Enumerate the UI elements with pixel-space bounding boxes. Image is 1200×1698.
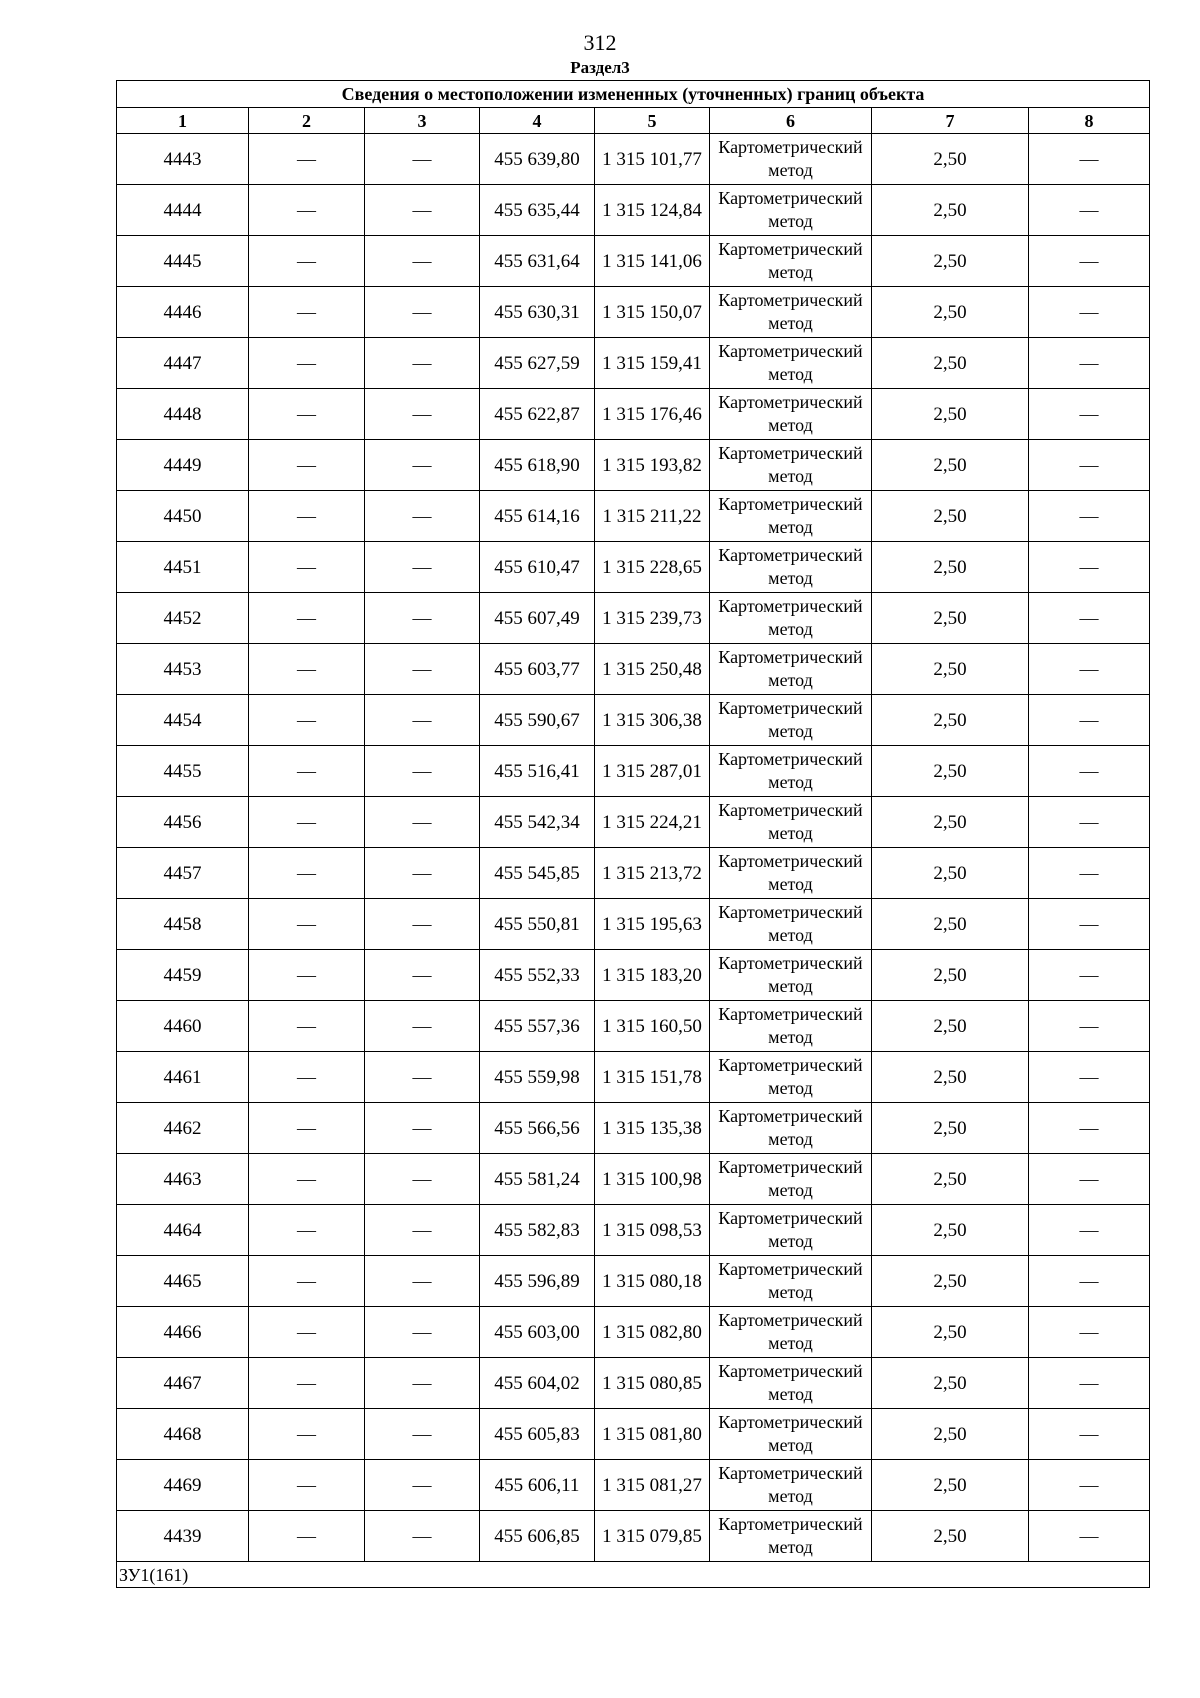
cell-col-8: — (1029, 1103, 1150, 1154)
method: Картометрический метод (710, 287, 872, 338)
cell-col-3: — (365, 899, 480, 950)
point-number: 4445 (117, 236, 249, 287)
cell-col-2: — (249, 1154, 365, 1205)
accuracy: 2,50 (872, 185, 1029, 236)
point-number: 4459 (117, 950, 249, 1001)
accuracy: 2,50 (872, 1205, 1029, 1256)
table-row (117, 185, 1150, 236)
coord-y: 1 315 124,84 (595, 185, 710, 236)
coord-x: 455 542,34 (480, 797, 595, 848)
accuracy: 2,50 (872, 593, 1029, 644)
cell-col-2: — (249, 287, 365, 338)
cell-col-8: — (1029, 1052, 1150, 1103)
coord-x: 455 590,67 (480, 695, 595, 746)
cell-col-2: — (249, 1409, 365, 1460)
cell-col-3: — (365, 185, 480, 236)
method: Картометрический метод (710, 389, 872, 440)
table-row (117, 1052, 1150, 1103)
coord-x: 455 552,33 (480, 950, 595, 1001)
cell-col-2: — (249, 746, 365, 797)
coord-y: 1 315 213,72 (595, 848, 710, 899)
accuracy: 2,50 (872, 1460, 1029, 1511)
column-header: 5 (595, 108, 710, 134)
point-number: 4467 (117, 1358, 249, 1409)
accuracy: 2,50 (872, 644, 1029, 695)
table-row (117, 1511, 1150, 1562)
accuracy: 2,50 (872, 950, 1029, 1001)
point-number: 4448 (117, 389, 249, 440)
coord-x: 455 607,49 (480, 593, 595, 644)
method: Картометрический метод (710, 1154, 872, 1205)
cell-col-3: — (365, 389, 480, 440)
parcel-label: ЗУ1(161) (117, 1562, 1150, 1588)
table-title: Сведения о местоположении измененных (уточненных) границ объекта (117, 81, 1150, 108)
coord-x: 455 639,80 (480, 134, 595, 185)
coord-y: 1 315 082,80 (595, 1307, 710, 1358)
cell-col-3: — (365, 848, 480, 899)
cell-col-8: — (1029, 899, 1150, 950)
table-row (117, 491, 1150, 542)
cell-col-3: — (365, 1409, 480, 1460)
table-row (117, 236, 1150, 287)
table-row (117, 797, 1150, 848)
accuracy: 2,50 (872, 134, 1029, 185)
point-number: 4444 (117, 185, 249, 236)
coord-y: 1 315 250,48 (595, 644, 710, 695)
point-number: 4447 (117, 338, 249, 389)
coord-y: 1 315 211,22 (595, 491, 710, 542)
accuracy: 2,50 (872, 797, 1029, 848)
accuracy: 2,50 (872, 1103, 1029, 1154)
table-row (117, 389, 1150, 440)
method: Картометрический метод (710, 848, 872, 899)
method: Картометрический метод (710, 1511, 872, 1562)
accuracy: 2,50 (872, 1154, 1029, 1205)
accuracy: 2,50 (872, 899, 1029, 950)
cell-col-8: — (1029, 542, 1150, 593)
method: Картометрический метод (710, 746, 872, 797)
cell-col-2: — (249, 134, 365, 185)
table-row (117, 134, 1150, 185)
point-number: 4449 (117, 440, 249, 491)
coord-x: 455 550,81 (480, 899, 595, 950)
cell-col-3: — (365, 236, 480, 287)
accuracy: 2,50 (872, 491, 1029, 542)
accuracy: 2,50 (872, 848, 1029, 899)
column-header: 4 (480, 108, 595, 134)
accuracy: 2,50 (872, 1511, 1029, 1562)
coord-x: 455 582,83 (480, 1205, 595, 1256)
cell-col-2: — (249, 593, 365, 644)
cell-col-2: — (249, 797, 365, 848)
cell-col-8: — (1029, 389, 1150, 440)
table-row (117, 338, 1150, 389)
table-row (117, 848, 1150, 899)
method: Картометрический метод (710, 1001, 872, 1052)
coord-y: 1 315 135,38 (595, 1103, 710, 1154)
cell-col-8: — (1029, 185, 1150, 236)
coord-x: 455 545,85 (480, 848, 595, 899)
coord-x: 455 635,44 (480, 185, 595, 236)
cell-col-3: — (365, 593, 480, 644)
cell-col-2: — (249, 236, 365, 287)
method: Картометрический метод (710, 644, 872, 695)
cell-col-3: — (365, 440, 480, 491)
point-number: 4462 (117, 1103, 249, 1154)
cell-col-8: — (1029, 1205, 1150, 1256)
cell-col-3: — (365, 695, 480, 746)
point-number: 4439 (117, 1511, 249, 1562)
coord-y: 1 315 080,18 (595, 1256, 710, 1307)
table-row (117, 1154, 1150, 1205)
coord-y: 1 315 224,21 (595, 797, 710, 848)
accuracy: 2,50 (872, 746, 1029, 797)
table-row (117, 695, 1150, 746)
accuracy: 2,50 (872, 389, 1029, 440)
column-header: 2 (249, 108, 365, 134)
cell-col-3: — (365, 746, 480, 797)
method: Картометрический метод (710, 1460, 872, 1511)
method: Картометрический метод (710, 185, 872, 236)
cell-col-2: — (249, 389, 365, 440)
cell-col-2: — (249, 1460, 365, 1511)
coord-x: 455 596,89 (480, 1256, 595, 1307)
coord-y: 1 315 239,73 (595, 593, 710, 644)
point-number: 4463 (117, 1154, 249, 1205)
cell-col-3: — (365, 338, 480, 389)
cell-col-3: — (365, 134, 480, 185)
cell-col-3: — (365, 287, 480, 338)
cell-col-3: — (365, 491, 480, 542)
coord-y: 1 315 287,01 (595, 746, 710, 797)
cell-col-8: — (1029, 1001, 1150, 1052)
cell-col-3: — (365, 1460, 480, 1511)
cell-col-8: — (1029, 695, 1150, 746)
section-title: Раздел3 (570, 58, 630, 77)
method: Картометрический метод (710, 542, 872, 593)
cell-col-8: — (1029, 1409, 1150, 1460)
cell-col-8: — (1029, 950, 1150, 1001)
table-footer-row (117, 1562, 1150, 1588)
cell-col-8: — (1029, 644, 1150, 695)
coord-y: 1 315 081,80 (595, 1409, 710, 1460)
cell-col-2: — (249, 185, 365, 236)
cell-col-3: — (365, 1205, 480, 1256)
table-row (117, 440, 1150, 491)
accuracy: 2,50 (872, 287, 1029, 338)
accuracy: 2,50 (872, 1052, 1029, 1103)
column-header: 8 (1029, 108, 1150, 134)
accuracy: 2,50 (872, 1001, 1029, 1052)
cell-col-2: — (249, 1511, 365, 1562)
point-number: 4466 (117, 1307, 249, 1358)
table-row (117, 899, 1150, 950)
cell-col-8: — (1029, 1358, 1150, 1409)
method: Картометрический метод (710, 950, 872, 1001)
table-row (117, 1103, 1150, 1154)
coord-x: 455 605,83 (480, 1409, 595, 1460)
point-number: 4456 (117, 797, 249, 848)
point-number: 4451 (117, 542, 249, 593)
accuracy: 2,50 (872, 695, 1029, 746)
accuracy: 2,50 (872, 1307, 1029, 1358)
coord-y: 1 315 101,77 (595, 134, 710, 185)
cell-col-8: — (1029, 440, 1150, 491)
coord-y: 1 315 195,63 (595, 899, 710, 950)
method: Картометрический метод (710, 134, 872, 185)
coord-x: 455 630,31 (480, 287, 595, 338)
coord-y: 1 315 160,50 (595, 1001, 710, 1052)
coord-x: 455 603,77 (480, 644, 595, 695)
method: Картометрический метод (710, 1103, 872, 1154)
coord-x: 455 622,87 (480, 389, 595, 440)
cell-col-3: — (365, 1052, 480, 1103)
cell-col-2: — (249, 338, 365, 389)
coord-y: 1 315 150,07 (595, 287, 710, 338)
cell-col-8: — (1029, 236, 1150, 287)
point-number: 4458 (117, 899, 249, 950)
table-row (117, 1001, 1150, 1052)
coord-x: 455 581,24 (480, 1154, 595, 1205)
table-row (117, 644, 1150, 695)
cell-col-8: — (1029, 1511, 1150, 1562)
method: Картометрический метод (710, 491, 872, 542)
cell-col-2: — (249, 1358, 365, 1409)
cell-col-2: — (249, 1001, 365, 1052)
table-row (117, 1358, 1150, 1409)
cell-col-8: — (1029, 1307, 1150, 1358)
method: Картометрический метод (710, 797, 872, 848)
coord-y: 1 315 081,27 (595, 1460, 710, 1511)
coord-y: 1 315 141,06 (595, 236, 710, 287)
table-row (117, 950, 1150, 1001)
coord-x: 455 614,16 (480, 491, 595, 542)
column-header: 3 (365, 108, 480, 134)
cell-col-3: — (365, 1154, 480, 1205)
method: Картометрический метод (710, 1358, 872, 1409)
method: Картометрический метод (710, 1052, 872, 1103)
method: Картометрический метод (710, 1307, 872, 1358)
point-number: 4446 (117, 287, 249, 338)
cell-col-8: — (1029, 848, 1150, 899)
coord-x: 455 631,64 (480, 236, 595, 287)
coord-x: 455 557,36 (480, 1001, 595, 1052)
coord-y: 1 315 080,85 (595, 1358, 710, 1409)
cell-col-2: — (249, 440, 365, 491)
coord-x: 455 604,02 (480, 1358, 595, 1409)
accuracy: 2,50 (872, 440, 1029, 491)
point-number: 4460 (117, 1001, 249, 1052)
cell-col-2: — (249, 1256, 365, 1307)
coord-y: 1 315 098,53 (595, 1205, 710, 1256)
method: Картометрический метод (710, 1256, 872, 1307)
cell-col-8: — (1029, 338, 1150, 389)
table-row (117, 593, 1150, 644)
table-row (117, 1256, 1150, 1307)
cell-col-8: — (1029, 287, 1150, 338)
point-number: 4452 (117, 593, 249, 644)
coord-x: 455 627,59 (480, 338, 595, 389)
accuracy: 2,50 (872, 338, 1029, 389)
cell-col-2: — (249, 1205, 365, 1256)
table-row (117, 1307, 1150, 1358)
coord-x: 455 610,47 (480, 542, 595, 593)
table-row (117, 746, 1150, 797)
table-row (117, 1205, 1150, 1256)
method: Картометрический метод (710, 440, 872, 491)
coord-y: 1 315 079,85 (595, 1511, 710, 1562)
method: Картометрический метод (710, 1409, 872, 1460)
coord-x: 455 559,98 (480, 1052, 595, 1103)
coord-y: 1 315 193,82 (595, 440, 710, 491)
cell-col-3: — (365, 950, 480, 1001)
cell-col-2: — (249, 899, 365, 950)
table-row (117, 542, 1150, 593)
cell-col-8: — (1029, 797, 1150, 848)
point-number: 4450 (117, 491, 249, 542)
cell-col-8: — (1029, 491, 1150, 542)
point-number: 4468 (117, 1409, 249, 1460)
point-number: 4453 (117, 644, 249, 695)
method: Картометрический метод (710, 1205, 872, 1256)
method: Картометрический метод (710, 695, 872, 746)
table-title-row (117, 81, 1150, 108)
column-header: 1 (117, 108, 249, 134)
cell-col-2: — (249, 542, 365, 593)
cell-col-8: — (1029, 1256, 1150, 1307)
coord-y: 1 315 151,78 (595, 1052, 710, 1103)
point-number: 4443 (117, 134, 249, 185)
accuracy: 2,50 (872, 542, 1029, 593)
point-number: 4465 (117, 1256, 249, 1307)
cell-col-2: — (249, 950, 365, 1001)
cell-col-3: — (365, 1511, 480, 1562)
coord-x: 455 516,41 (480, 746, 595, 797)
point-number: 4457 (117, 848, 249, 899)
cell-col-3: — (365, 1256, 480, 1307)
method: Картометрический метод (710, 593, 872, 644)
coord-y: 1 315 306,38 (595, 695, 710, 746)
cell-col-2: — (249, 1052, 365, 1103)
table-row (117, 1460, 1150, 1511)
cell-col-3: — (365, 1001, 480, 1052)
accuracy: 2,50 (872, 1256, 1029, 1307)
cell-col-3: — (365, 542, 480, 593)
cell-col-8: — (1029, 746, 1150, 797)
cell-col-8: — (1029, 1154, 1150, 1205)
coord-x: 455 606,11 (480, 1460, 595, 1511)
coord-x: 455 606,85 (480, 1511, 595, 1562)
column-header: 7 (872, 108, 1029, 134)
method: Картометрический метод (710, 236, 872, 287)
cell-col-8: — (1029, 134, 1150, 185)
coord-y: 1 315 183,20 (595, 950, 710, 1001)
cell-col-2: — (249, 1103, 365, 1154)
cell-col-3: — (365, 797, 480, 848)
cell-col-3: — (365, 644, 480, 695)
point-number: 4461 (117, 1052, 249, 1103)
coord-y: 1 315 159,41 (595, 338, 710, 389)
point-number: 4454 (117, 695, 249, 746)
coord-y: 1 315 176,46 (595, 389, 710, 440)
accuracy: 2,50 (872, 1358, 1029, 1409)
cell-col-8: — (1029, 1460, 1150, 1511)
cell-col-3: — (365, 1358, 480, 1409)
cell-col-2: — (249, 695, 365, 746)
table-row (117, 1409, 1150, 1460)
coord-y: 1 315 228,65 (595, 542, 710, 593)
page-number: 312 (583, 30, 617, 55)
accuracy: 2,50 (872, 1409, 1029, 1460)
point-number: 4469 (117, 1460, 249, 1511)
method: Картометрический метод (710, 338, 872, 389)
point-number: 4455 (117, 746, 249, 797)
cell-col-8: — (1029, 593, 1150, 644)
cell-col-3: — (365, 1307, 480, 1358)
coord-x: 455 603,00 (480, 1307, 595, 1358)
cell-col-2: — (249, 491, 365, 542)
cell-col-2: — (249, 644, 365, 695)
table-header-row (117, 108, 1150, 134)
coord-y: 1 315 100,98 (595, 1154, 710, 1205)
cell-col-3: — (365, 1103, 480, 1154)
cell-col-2: — (249, 1307, 365, 1358)
table-row (117, 287, 1150, 338)
cell-col-2: — (249, 848, 365, 899)
boundary-coordinates-table (116, 80, 1150, 1588)
accuracy: 2,50 (872, 236, 1029, 287)
method: Картометрический метод (710, 899, 872, 950)
point-number: 4464 (117, 1205, 249, 1256)
coord-x: 455 618,90 (480, 440, 595, 491)
coord-x: 455 566,56 (480, 1103, 595, 1154)
column-header: 6 (710, 108, 872, 134)
